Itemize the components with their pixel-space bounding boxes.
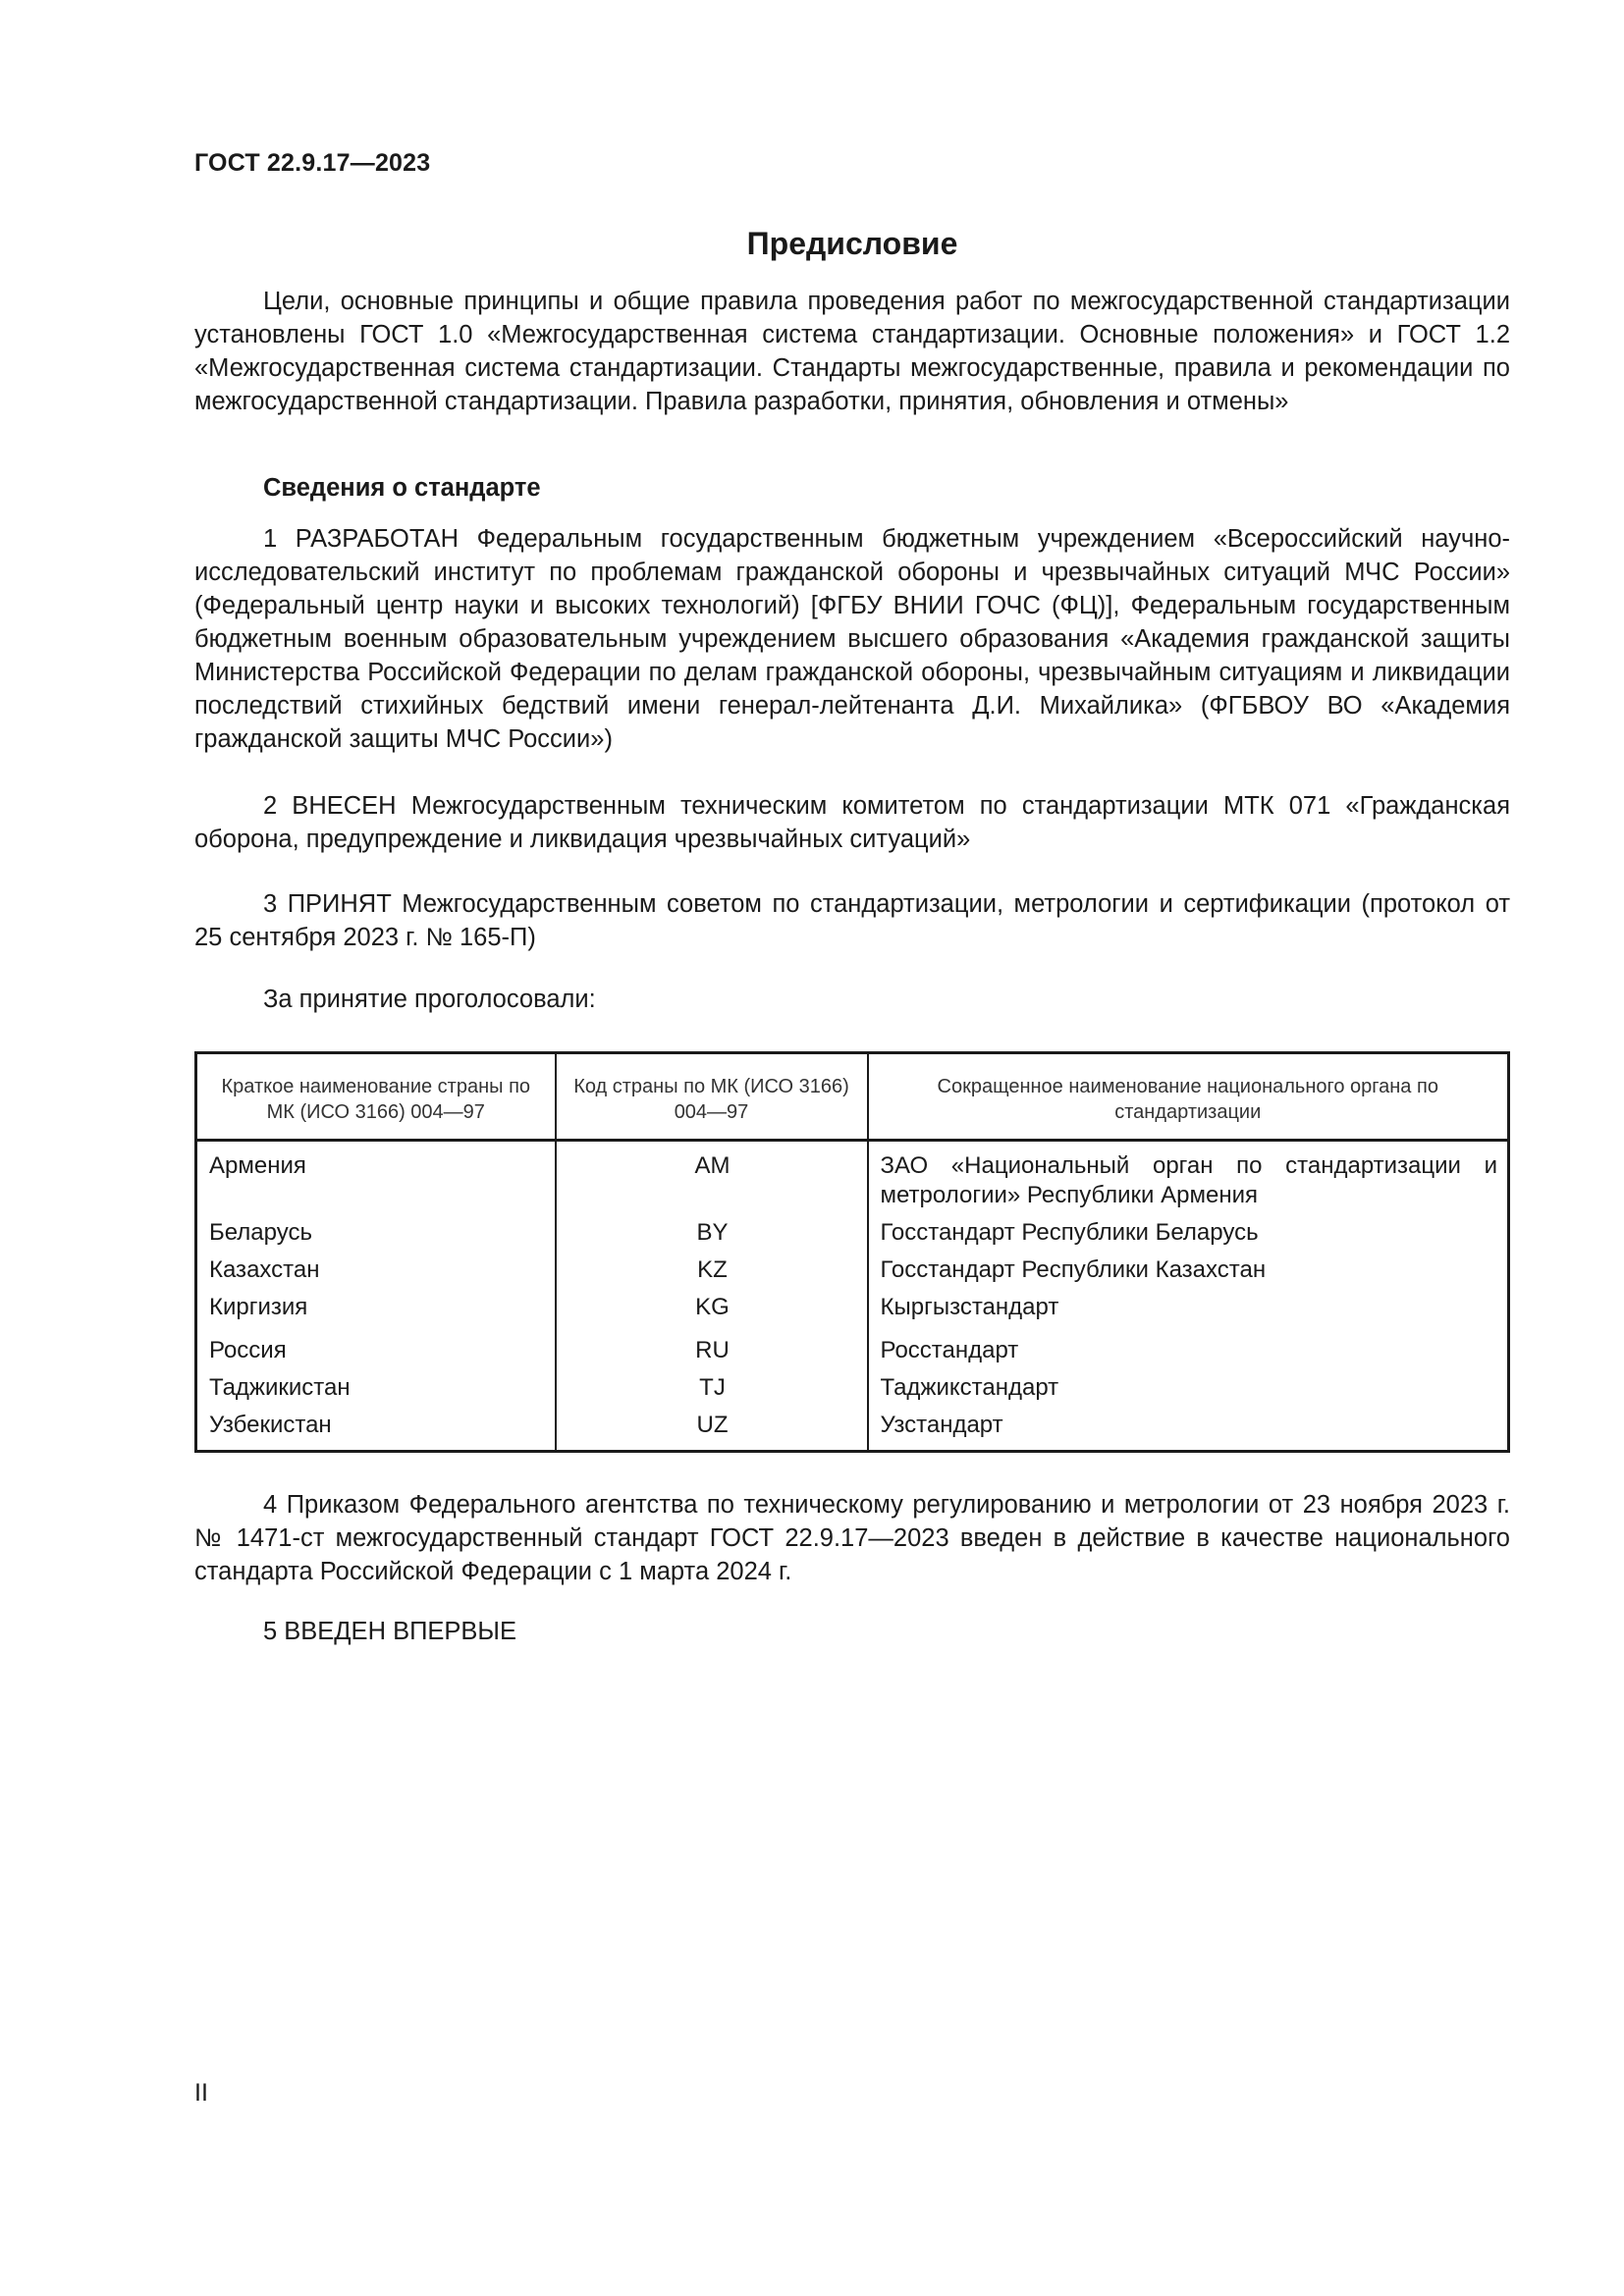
item-4-enacted: 4 Приказом Федерального агентства по техническому регулированию и метрологии от 23 ноября 2023 г. № 1471-ст межгосударственный стандарт ГОСТ 22.9.17—2023 введен в действие в качестве национального стандарта Российской Федерации с 1 марта 2024 г.: [194, 1491, 1510, 1585]
table-row: [196, 1407, 1509, 1452]
page-title: Предисловие: [746, 226, 958, 261]
intro-paragraph: Цели, основные принципы и общие правила проведения работ по межгосударственной стандартизации установлены ГОСТ 1.0 «Межгосударственная система стандартизации. Основные положения» и ГОСТ 1.2 «Межгосударственная система стандартизации. Стандарты межгосударственные, правила и рекомендации по межгосударственной стандартизации. Правила разработки, принятия, обновления и отмены»: [194, 288, 1510, 415]
country-code: TJ: [556, 1369, 868, 1407]
standards-body: Росстандарт: [880, 1337, 1019, 1363]
country-code: KG: [556, 1289, 868, 1332]
table-row: [196, 1289, 1509, 1332]
header-country-code: Код страны по МК (ИСО 3166) 004—97: [556, 1053, 868, 1141]
country-name: Россия: [196, 1332, 556, 1369]
country-name: Армения: [196, 1141, 556, 1215]
document-code: ГОСТ 22.9.17—2023: [194, 149, 431, 177]
country-name: Казахстан: [196, 1252, 556, 1289]
voted-label: За принятие проголосовали:: [263, 986, 596, 1013]
standards-body: ЗАО «Национальный орган по стандартизации и метрологии» Республики Армения: [880, 1152, 1497, 1208]
section-subheading: Сведения о стандарте: [263, 474, 541, 502]
standards-body: Госстандарт Республики Казахстан: [880, 1256, 1267, 1283]
table-row: [196, 1369, 1509, 1407]
header-country-name: Краткое наименование страны по МК (ИСО 3166) 004—97: [196, 1053, 556, 1141]
item-3-adopted: 3 ПРИНЯТ Межгосударственным советом по стандартизации, метрологии и сертификации (протокол от 25 сентября 2023 г. № 165-П): [194, 890, 1510, 951]
item-2-introduced: 2 ВНЕСЕН Межгосударственным техническим комитетом по стандартизации МТК 071 «Гражданская оборона, предупреждение и ликвидация чрезвычайных ситуаций»: [194, 792, 1510, 853]
standards-body: Таджикстандарт: [880, 1374, 1059, 1401]
country-name: Киргизия: [196, 1289, 556, 1332]
country-code: RU: [556, 1332, 868, 1369]
country-name: Таджикистан: [196, 1369, 556, 1407]
standards-body: Госстандарт Республики Беларусь: [880, 1219, 1259, 1246]
country-code: KZ: [556, 1252, 868, 1289]
table-row: [196, 1332, 1509, 1369]
header-standards-body: Сокращенное наименование национального органа по стандартизации: [868, 1053, 1509, 1141]
country-code: BY: [556, 1214, 868, 1252]
standards-body: Узстандарт: [880, 1412, 1003, 1438]
table-row: [196, 1214, 1509, 1252]
table-row: [196, 1252, 1509, 1289]
country-code: AM: [556, 1141, 868, 1215]
country-name: Беларусь: [196, 1214, 556, 1252]
voting-countries-table: [194, 1051, 1510, 1453]
table-header-row: [196, 1053, 1509, 1141]
country-name: Узбекистан: [196, 1407, 556, 1452]
page-number: II: [194, 2079, 208, 2107]
country-code: UZ: [556, 1407, 868, 1452]
item-5-first-introduced: 5 ВВЕДЕН ВПЕРВЫЕ: [263, 1618, 517, 1645]
table-row: [196, 1141, 1509, 1215]
standards-body: Кыргызстандарт: [880, 1294, 1059, 1320]
item-1-developed: 1 РАЗРАБОТАН Федеральным государственным бюджетным учреждением «Всероссийский научно-исследовательский институт по проблемам гражданской обороны и чрезвычайных ситуаций МЧС России» (Федеральный центр науки и высоких технологий) [ФГБУ ВНИИ ГОЧС (ФЦ)], Федеральным государственным бюджетным военным образовательным учреждением высшего образования «Академия гражданской защиты Министерства Российской Федерации по делам гражданской обороны, чрезвычайным ситуациям и ликвидации последствий стихийных бедствий имени генерал-лейтенанта Д.И. Михайлика» (ФГБВОУ ВО «Академия гражданской защиты МЧС России»): [194, 525, 1510, 753]
